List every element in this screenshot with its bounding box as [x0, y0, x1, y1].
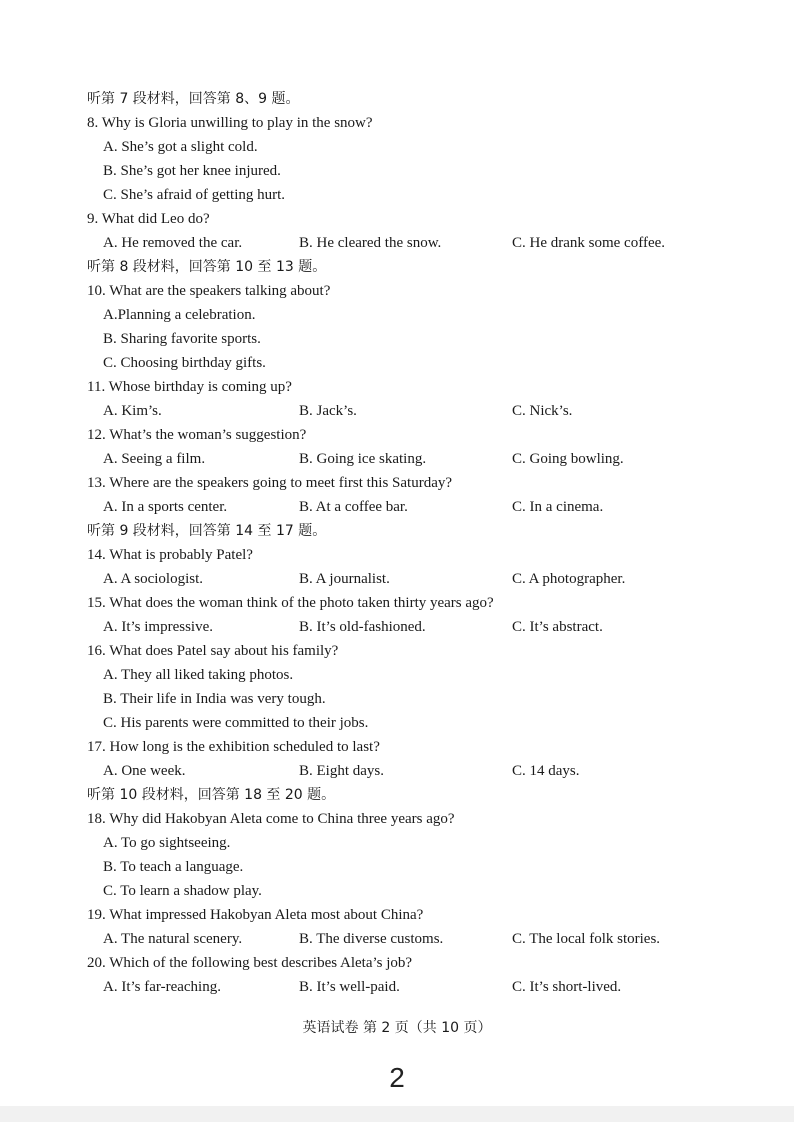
question-stem: 17. How long is the exhibition scheduled to last?: [87, 739, 380, 755]
question-stem: 8. Why is Gloria unwilling to play in the snow?: [87, 115, 373, 131]
option-a: A.Planning a celebration.: [103, 307, 256, 323]
option-a: A. Seeing a film.: [103, 451, 206, 467]
option-b: B. Sharing favorite sports.: [103, 331, 261, 347]
option-c: C. Nick’s.: [512, 403, 573, 419]
options-row: [87, 447, 767, 471]
option-a: A. Kim’s.: [103, 403, 162, 419]
option-a: A. They all liked taking photos.: [103, 667, 294, 683]
option-b: B. She’s got her knee injured.: [103, 163, 281, 179]
options-row: [87, 975, 767, 999]
question-stem: 10. What are the speakers talking about?: [87, 283, 331, 299]
options-row: [87, 399, 767, 423]
page-number: 2: [389, 1062, 405, 1093]
option-b: B. It’s old-fashioned.: [299, 619, 426, 635]
option-b: B. Their life in India was very tough.: [103, 691, 326, 707]
option-a: A. One week.: [103, 763, 186, 779]
question-stem: 20. Which of the following best describes Aleta’s job?: [87, 955, 413, 971]
option-b: B. Jack’s.: [299, 403, 357, 419]
option-c: C. The local folk stories.: [512, 931, 661, 947]
question-stem: 12. What’s the woman’s suggestion?: [87, 427, 307, 443]
option-c: C. To learn a shadow play.: [103, 883, 262, 899]
option-b: B. A journalist.: [299, 571, 390, 587]
question-stem: 15. What does the woman think of the photo taken thirty years ago?: [87, 595, 494, 611]
question-stem: 16. What does Patel say about his family?: [87, 643, 339, 659]
options-row: [87, 759, 767, 783]
option-c: C. Going bowling.: [512, 451, 624, 467]
option-c: C. She’s afraid of getting hurt.: [103, 187, 286, 203]
options-row: [87, 231, 767, 255]
option-a: A. A sociologist.: [103, 571, 204, 587]
options-row: [87, 927, 767, 951]
option-b: B. Eight days.: [299, 763, 384, 779]
option-a: A. He removed the car.: [103, 235, 243, 251]
options-row: [87, 495, 767, 519]
options-row: [87, 615, 767, 639]
question-stem: 18. Why did Hakobyan Aleta come to China three years ago?: [87, 811, 455, 827]
scan-edge: [0, 1106, 794, 1122]
option-b: B. At a coffee bar.: [299, 499, 408, 515]
option-a: A. In a sports center.: [103, 499, 228, 515]
option-a: A. To go sightseeing.: [103, 835, 231, 851]
question-stem: 14. What is probably Patel?: [87, 547, 253, 563]
section-heading: 听第 9 段材料，回答第 14 至 17 题。: [87, 523, 327, 539]
option-b: B. Going ice skating.: [299, 451, 427, 467]
option-b: B. He cleared the snow.: [299, 235, 442, 251]
question-stem: 13. Where are the speakers going to meet first this Saturday?: [87, 475, 453, 491]
option-b: B. The diverse customs.: [299, 931, 444, 947]
section-heading: 听第 10 段材料，回答第 18 至 20 题。: [87, 787, 336, 803]
option-c: C. It’s abstract.: [512, 619, 603, 635]
option-c: C. Choosing birthday gifts.: [103, 355, 266, 371]
section-heading: 听第 8 段材料，回答第 10 至 13 题。: [87, 259, 327, 275]
option-c: C. It’s short-lived.: [512, 979, 622, 995]
question-stem: 11. Whose birthday is coming up?: [87, 379, 292, 395]
option-c: C. He drank some coffee.: [512, 235, 666, 251]
option-c: C. In a cinema.: [512, 499, 604, 515]
page-footer: 英语试卷 第 2 页（共 10 页）: [302, 1020, 492, 1036]
option-a: A. She’s got a slight cold.: [103, 139, 258, 155]
option-a: A. The natural scenery.: [103, 931, 243, 947]
question-stem: 9. What did Leo do?: [87, 211, 210, 227]
option-c: C. 14 days.: [512, 763, 580, 779]
section-heading: 听第 7 段材料，回答第 8、9 题。: [87, 91, 300, 107]
option-a: A. It’s impressive.: [103, 619, 213, 635]
option-c: C. A photographer.: [512, 571, 626, 587]
question-stem: 19. What impressed Hakobyan Aleta most about China?: [87, 907, 424, 923]
options-row: [87, 567, 767, 591]
option-c: C. His parents were committed to their jobs.: [103, 715, 369, 731]
option-a: A. It’s far-reaching.: [103, 979, 221, 995]
option-b: B. It’s well-paid.: [299, 979, 400, 995]
option-b: B. To teach a language.: [103, 859, 244, 875]
question-list: [87, 87, 767, 999]
